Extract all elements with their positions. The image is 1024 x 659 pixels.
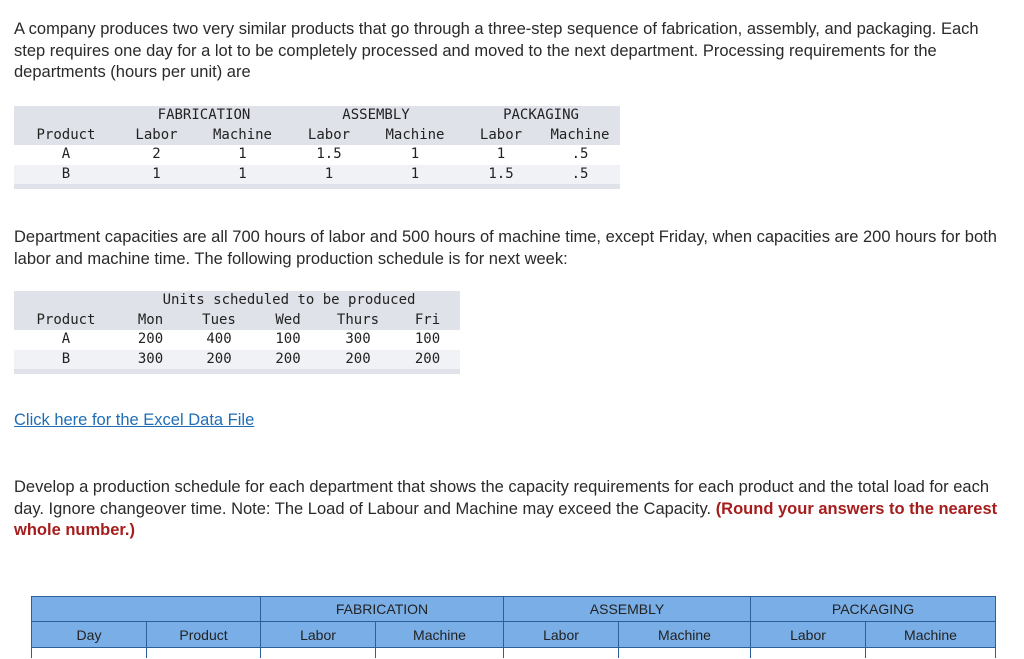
table-header-row [14,126,620,146]
column-header: Machine [540,126,620,146]
table-cell: A [61,331,71,347]
table-cell: 1 [410,146,420,162]
table-cell: .5 [540,165,620,185]
table-cell: .5 [571,146,589,162]
column-header: Labor [751,622,866,648]
table-cell: 200 [137,331,164,347]
table-row [14,145,620,165]
column-header: Mon [118,311,183,331]
column-header: Labor [261,622,376,648]
column-header: Labor [290,126,368,146]
table-cell: 1 [290,165,368,185]
group-header-packaging: PACKAGING [751,597,996,622]
table-cell: 1 [496,146,506,162]
answer-row [32,648,996,659]
instruction-text: Develop a production schedule for each department that shows the capacity requirements for each product and the total load for each day. Ignore changeover time. Note: The Load of Labour and Machine may exceed the Capacity. [14,478,990,518]
answer-input-cell[interactable] [376,648,504,659]
answer-table-group-header-row [32,597,996,622]
table-row [14,165,620,185]
capacity-paragraph: Department capacities are all 700 hours of labor and 500 hours of machine time, except Friday, when capacities are 200 hours for both labor and machine time. The following production schedule is for next week: [14,228,997,268]
table-row [14,330,460,350]
column-header: Thurs [321,311,395,331]
column-header: Labor [504,622,619,648]
table-header-row [14,106,620,126]
column-header: Machine [619,622,751,648]
column-header: Labor [462,126,540,146]
column-header: Product [14,311,118,331]
answer-cell [32,648,147,659]
excel-data-file-link[interactable]: Click here for the Excel Data File [14,411,255,429]
answer-input-cell[interactable] [866,648,996,659]
table-cell: 200 [395,350,460,370]
table-cell: 200 [255,350,321,370]
group-header-packaging: PACKAGING [462,106,620,126]
table-row [14,350,460,370]
table-cell: A [61,146,71,162]
answer-table-column-header-row [32,622,996,648]
production-schedule-table [14,291,460,374]
intro-paragraph: A company produces two very similar products that go through a three-step sequence of fabrication, assembly, and packaging. Each step requires one day for a lot to be completely processed and moved to the next department. Processing requirements for the departments (hours per unit) are [14,20,979,81]
group-header-fabrication: FABRICATION [261,597,504,622]
table-cell: 300 [345,331,371,347]
column-header: Fri [395,311,460,331]
table-cell: 200 [321,350,395,370]
table-cell: 1.5 [462,165,540,185]
table-cell: B [14,165,118,185]
column-header: Product [147,622,261,648]
answer-cell [147,648,261,659]
table-cell: 1 [238,146,247,162]
table-cell: 100 [275,331,301,347]
group-header-assembly: ASSEMBLY [504,597,751,622]
column-header: Machine [866,622,996,648]
answer-input-cell[interactable] [261,648,376,659]
column-header: Product [14,126,118,146]
column-header: Labor [118,126,195,146]
column-header: Machine [376,622,504,648]
instruction-paragraph [14,477,1022,542]
table-cell: 300 [118,350,183,370]
rounding-note: (Round your answers to the nearest whole number.) [14,499,998,539]
table-cell: B [14,350,118,370]
column-header: Wed [255,311,321,331]
column-header: Day [32,622,147,648]
table-cell: 1 [368,165,462,185]
answer-input-cell[interactable] [751,648,866,659]
table-cell: 100 [414,331,441,347]
table-cell: 1.5 [316,146,342,162]
group-header-assembly: ASSEMBLY [290,106,462,126]
answer-input-cell[interactable] [619,648,751,659]
column-header: Tues [183,311,255,331]
table-footer-bar [14,369,460,374]
schedule-title: Units scheduled to be produced [118,291,460,311]
group-header-fabrication: FABRICATION [118,106,290,126]
answer-input-cell[interactable] [504,648,619,659]
table-cell: 1 [118,165,195,185]
table-cell: 1 [195,165,290,185]
column-header: Machine [368,126,462,146]
processing-requirements-table [14,106,620,189]
table-cell: 400 [206,331,232,347]
table-header-row [14,311,460,331]
table-header-row [14,291,460,311]
table-footer-bar [14,184,620,189]
table-cell: 200 [183,350,255,370]
table-cell: 2 [152,146,161,162]
answer-table [31,596,996,658]
column-header: Machine [195,126,290,146]
